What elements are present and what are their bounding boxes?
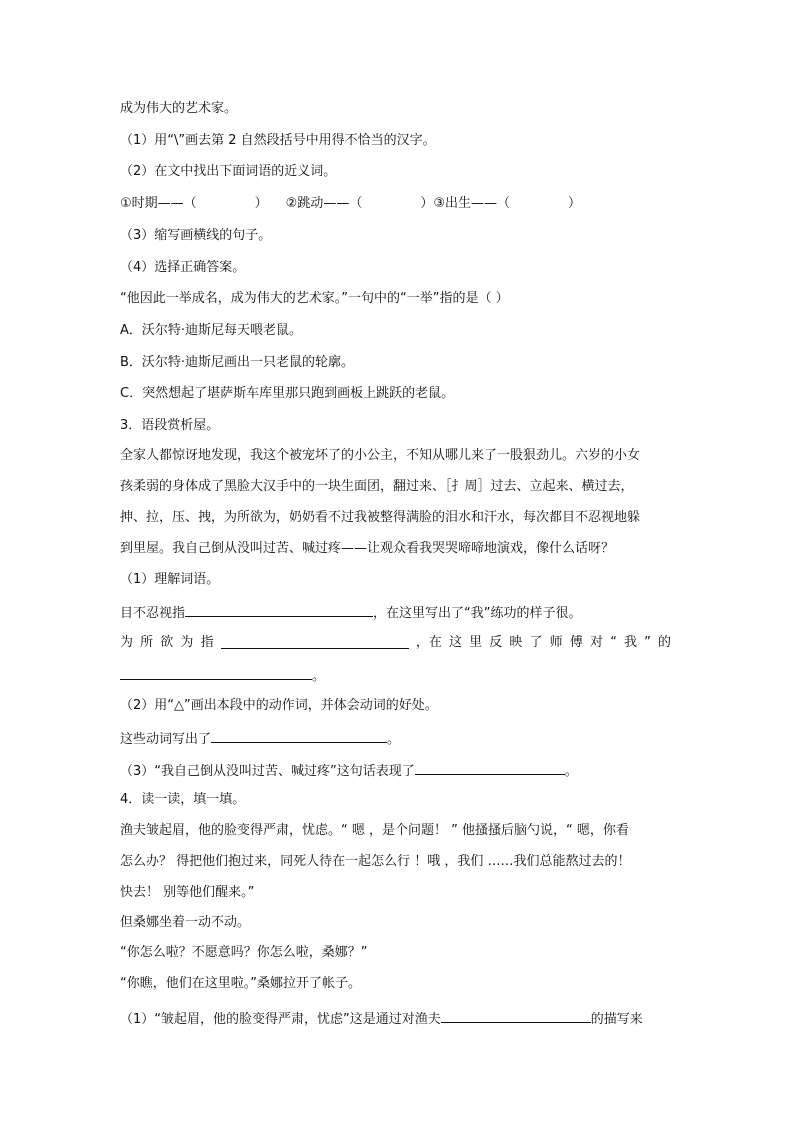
q3-end: 。 — [564, 764, 578, 779]
question-3: （3）缩写画横线的句子。 — [120, 228, 272, 243]
answer-blank[interactable] — [415, 760, 565, 775]
wsyw-char: 的 — [657, 635, 671, 650]
passage-4-line: 但桑娜坐着一动不动。 — [120, 915, 251, 930]
question-2: （2）在文中找出下面词语的近义词。 — [120, 164, 337, 179]
verbs-end: 。 — [387, 732, 401, 747]
synonym-3: ③出生——（ — [433, 196, 510, 211]
wsyw-char: 师 — [549, 635, 563, 650]
passage-3-line: 到里屋。我自己倒从没叫过苦、喊过疼——让观众看我哭哭啼啼地演戏，像什么话呀？ — [120, 541, 615, 556]
wsyw-line — [120, 634, 671, 652]
wsyw-char: 对 — [589, 635, 603, 650]
question-1: （1）用“\”画去第 2 自然段括号中用得不恰当的汉字。 — [120, 133, 436, 148]
section-3-q1: （1）理解词语。 — [120, 572, 220, 587]
wsyw-char: ，在 — [415, 635, 442, 650]
synonym-2: ②跳动——（ — [285, 196, 363, 211]
passage-4-line: 渔夫皱起眉，他的脸变得严肃，忧虑。“ 嗯 ，是个问题！ ” 他搔搔后脑勺说，“ 嗯，你看 — [120, 823, 629, 838]
text-line: 成为伟大的艺术家。 — [120, 101, 238, 116]
wsyw-char: 这 — [448, 635, 462, 650]
passage-4-line: 怎么办？ 得把他们抱过来，同死人待在一起怎么行 ！哦 ，我们 ……我们总能熬过去的！ — [120, 854, 631, 869]
verbs-label: 这些动词写出了 — [120, 732, 212, 747]
wsyw-char: 了 — [529, 635, 543, 650]
passage-4-line: “你怎么啦？不愿意吗？你怎么啦，桑娜？” — [120, 945, 368, 960]
passage-4-line: “你瞧，他们在这里啦。”桑娜拉开了帐子。 — [120, 976, 361, 991]
option-a: A．沃尔特·迪斯尼每天喂老鼠。 — [120, 323, 303, 338]
q3-label: （3）“我自己倒从没叫过苦、喊过疼”这句话表现了 — [120, 764, 415, 779]
wsyw-char: ” — [644, 635, 651, 650]
synonym-1: ①时期——（ — [120, 196, 197, 211]
wsyw-char: 里 — [469, 635, 483, 650]
mrzs-label: 目不忍视指 — [120, 606, 186, 621]
passage-3-line: 孩柔弱的身体成了黑脸大汉手中的一块生面团，翻过来、［扌周］过去、立起来、横过去， — [120, 479, 634, 494]
passage-3-line: 抻、拉，压、拽，为所欲为，奶奶看不过我被整得满脸的泪水和汗水，每次都目不忍视地躲 — [120, 510, 641, 525]
wsyw-char: “ — [610, 635, 617, 650]
wsyw-char: 所 — [140, 635, 154, 650]
synonym-1-end: ） — [254, 196, 268, 211]
wsyw-char: 欲 — [160, 635, 174, 650]
wsyw-char: 反 — [489, 635, 503, 650]
passage-4-line: 快去！ 别等他们醒来。” — [120, 885, 255, 900]
wsyw-end: 。 — [312, 669, 326, 684]
wsyw-line-2 — [120, 665, 325, 686]
wsyw-char: 为 — [120, 635, 134, 650]
quote-question: “他因此一举成名，成为伟大的艺术家。”一句中的“一举”指的是（ ） — [120, 291, 509, 306]
mrzs-line — [120, 602, 582, 623]
wsyw-char: 我 — [623, 635, 637, 650]
wsyw-char: 指 — [200, 635, 214, 650]
answer-blank[interactable] — [221, 634, 409, 649]
wsyw-char: 为 — [180, 635, 194, 650]
synonym-row — [120, 195, 581, 213]
passage-3-line: 全家人都惊讶地发现，我这个被宠坏了的小公主，不知从哪儿来了一股狠劲儿。六岁的小女 — [120, 448, 641, 463]
option-c: C．突然想起了堪萨斯车库里那只跑到画板上跳跃的老鼠。 — [120, 386, 455, 401]
wsyw-char: 傅 — [569, 635, 583, 650]
section-4-q1 — [120, 1008, 643, 1029]
answer-blank[interactable] — [120, 665, 312, 680]
mrzs-tail: ，在这里写出了“我”练功的样子很。 — [373, 606, 582, 621]
wsyw-char: 映 — [509, 635, 523, 650]
section-4-title: 4．读一读，填一填。 — [120, 792, 246, 807]
answer-blank[interactable] — [211, 728, 387, 743]
option-b: B．沃尔特·迪斯尼画出一只老鼠的轮廓。 — [120, 355, 355, 370]
answer-blank[interactable] — [441, 1008, 591, 1023]
synonym-2-end: ） — [420, 196, 434, 211]
synonym-3-end: ） — [568, 196, 582, 211]
s4-q1-label: （1）“皱起眉，他的脸变得严肃，忧虑”这是通过对渔夫 — [120, 1012, 441, 1027]
section-3-q2: （2）用“△”画出本段中的动作词，并体会动词的好处。 — [120, 698, 438, 713]
question-4: （4）选择正确答案。 — [120, 260, 246, 275]
section-3-q3 — [120, 760, 578, 781]
section-3-title: 3．语段赏析屋。 — [120, 418, 220, 433]
answer-blank[interactable] — [185, 602, 373, 617]
s4-q1-tail: 的描写来 — [590, 1012, 643, 1027]
wsyw-spread — [120, 634, 671, 652]
verbs-line — [120, 728, 400, 749]
